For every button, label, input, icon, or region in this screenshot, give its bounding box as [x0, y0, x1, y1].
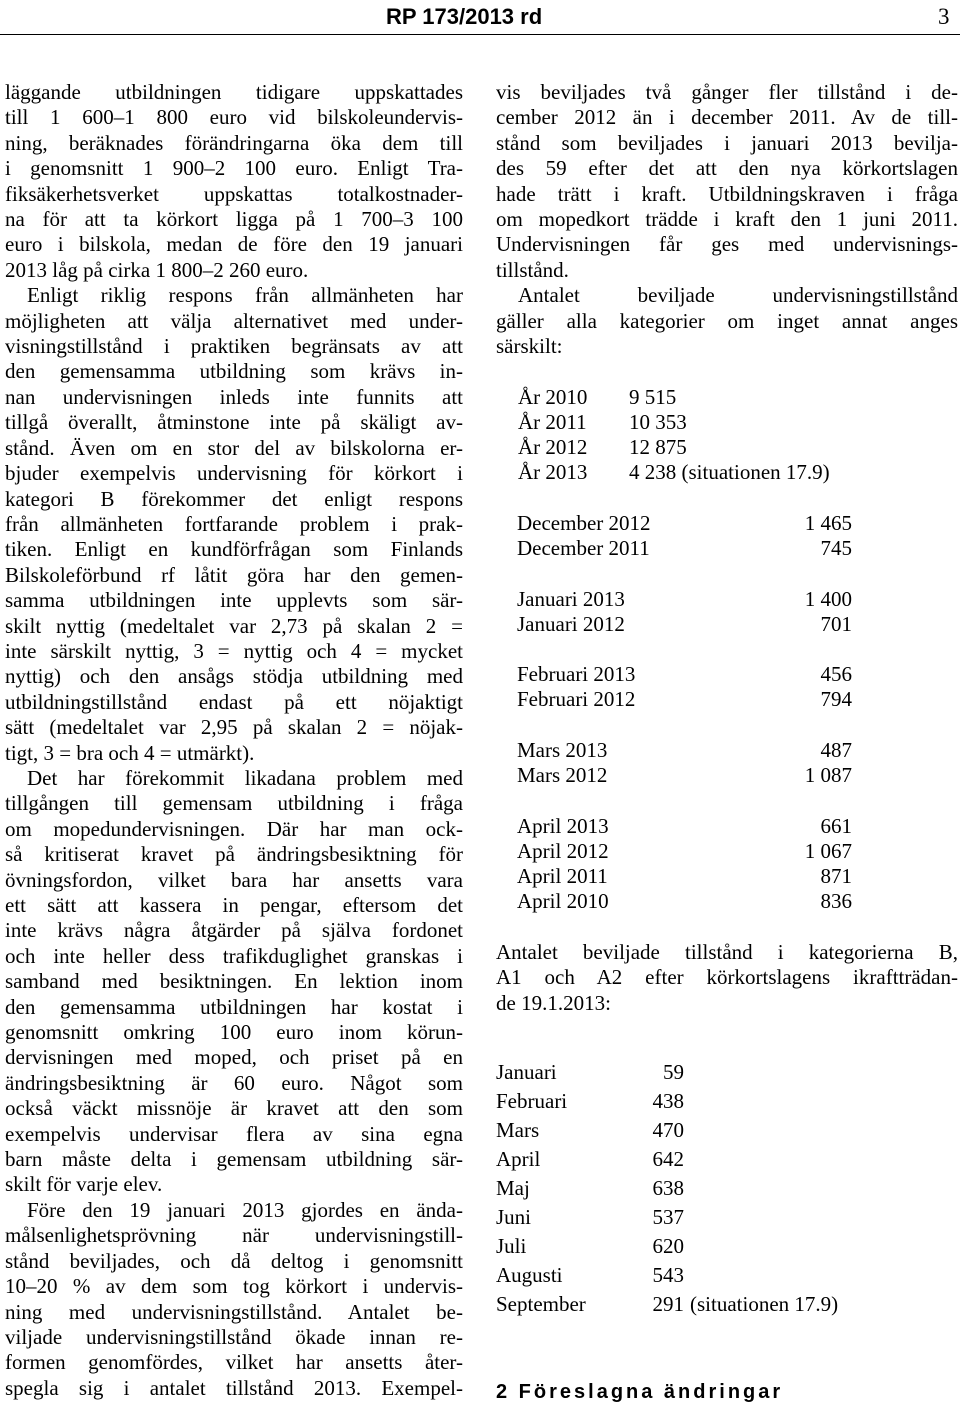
paragraph-response: Enligt riklig respons från allmänheten har möjligheten att välja alternativet med under- visningstillstånd i praktiken begränsats av att den gemensamma utbildning som krävs in- nan undervisningen inleds inte funnits att tillgå överallt, åtminstone inte på skäligt av- stånd. Även om en stor del av bilskolorna er- bjuder exempelvis undervisning för körkort i kategori B förekommer det enligt respons från allmänheten fortfarande problem i prak- tiken. Enligt en kundförfrågan som Finlands Bilskoleförbund rf låtit göra har den gemen- samma utbildningen inte upplevts som sär- skilt nyttig (medeltalet var 2,73 på skalan 2 = inte särskilt nyttig, 3 = nyttig och 4 = mycket nyttig) och den ansågs stödja utbildning med utbildningstillstånd endast på ett nöjaktigt sätt (medeltalet var 2,95 på skalan 2 = nöjak- tigt, 3 = bra och 4 = utmärkt). [5, 283, 463, 765]
paragraph-categories: Antalet beviljade tillstånd i kategorierna B, A1 och A2 efter körkortslagens ikraftträdan- de 19.1.2013: [496, 940, 958, 1015]
paragraph-permits: Före den 19 januari 2013 gjordes en ända- målsenlighetsprövning när undervisningstill- stånd beviljades, och då deltog i genomsnitt 10–20 % av dem som tog körkort i undervis- ning med undervisningstillstånd. Antalet be- viljade undervisningstillstånd ökade innan re- formen genomfördes, vilket har ansetts åter- spegla sig i antalet tillstånd 2013. Exempel- [5, 1197, 463, 1400]
paragraph-cost: läggande utbildningen tidigare uppskattades till 1 600–1 800 euro vid bilskoleundervis- ning, beräknades förändringarna öka dem till i genomsnitt 1 900–2 100 euro. Enligt Tra- fiksäkerhetsverket uppskattas totalkostnader- na för att ta körkort ligga på 1 700–3 100 euro i bilskola, medan de före den 19 januari 2013 låg på cirka 1 800–2 260 euro. [5, 80, 463, 282]
paragraph-moped: Det har förekommit likadana problem med tillgången till gemensam utbildning i fråga om mopedundervisningen. Där har man ock- så kritiserat kravet på ändringsbesiktning för övningsfordon, vilket bara har ansetts vara ett sätt att kassera in pengar, eftersom det inte krävs några åtgärder på själva fordonet och inte heller dess trafikduglighet granskas i samband med besiktningen. En lektion inom den gemensamma utbildningen har kostat i genomsnitt omkring 100 euro inom körun- dervisningen med moped, och priset på en ändringsbesiktning är 60 euro. Något som också väckt missnöje är kravet att den som exempelvis undervisar flera av sina egna barn måste delta i gemensam utbildning sär- skilt för varje elev. [5, 765, 463, 1197]
page-header [0, 0, 960, 34]
section-heading: 2 Föreslagna ändringar [496, 1381, 784, 1403]
header-rule [0, 34, 960, 35]
paragraph-general: Antalet beviljade undervisningstillstånd gäller alla kategorier om inget annat anges särskilt: [496, 283, 958, 359]
page-number: 3 [938, 4, 950, 29]
left-column [5, 80, 463, 1401]
paragraph-continuation: vis beviljades två gånger fler tillstånd i de- cember 2012 än i december 2011. Av de till- stånd som beviljades i januari 2013 bevilja- des 59 efter det att den nya körkortslagen hade trätt i kraft. Utbildningskraven i fråga om mopedkort trädde i kraft den 1 juni 2011. Undervisningen får ges med undervisnings- tillstånd. [496, 80, 958, 282]
right-column: vis beviljades två gånger fler tillstånd i de- cember 2012 än i december 2011. Av de till- stånd som beviljades i januari 2013 bevilja- des 59 efter det att den nya körkortslagen hade trätt i kraft. Utbildningskraven i fråga om mopedkort trädde i kraft den 1 juni 2011. Undervisningen får ges med undervisnings- tillstånd. Antalet beviljade undervisningstillstånd gäller alla kategorier om inget annat anges särskilt: År 2010 9 515 År 2011 10 353 År 2012 12 875 År 2013 4 238 (situationen 17.9) December 2012 1 465 December 2011 745 Januari 2013 1 400 Januari 2012 701 Februari 2013 456 Februari 2012 794 Mars 2013 487 Mars 2012 1 087 April 2013 661 April 2012 1 067 April 2011 871 April 2010 836 Antalet beviljade tillstånd i kategorierna B, A1 och A2 efter körkortslagens ikraftträdan- de 19.1.2013: Januari 59 Februari 438 Mars 470 April 642 Maj 638 Juni 537 Juli 620 Augusti 543 September 291 (situationen 17.9) 2 Föreslagna ändringar [496, 80, 958, 359]
document-id: RP 173/2013 rd [386, 4, 543, 29]
